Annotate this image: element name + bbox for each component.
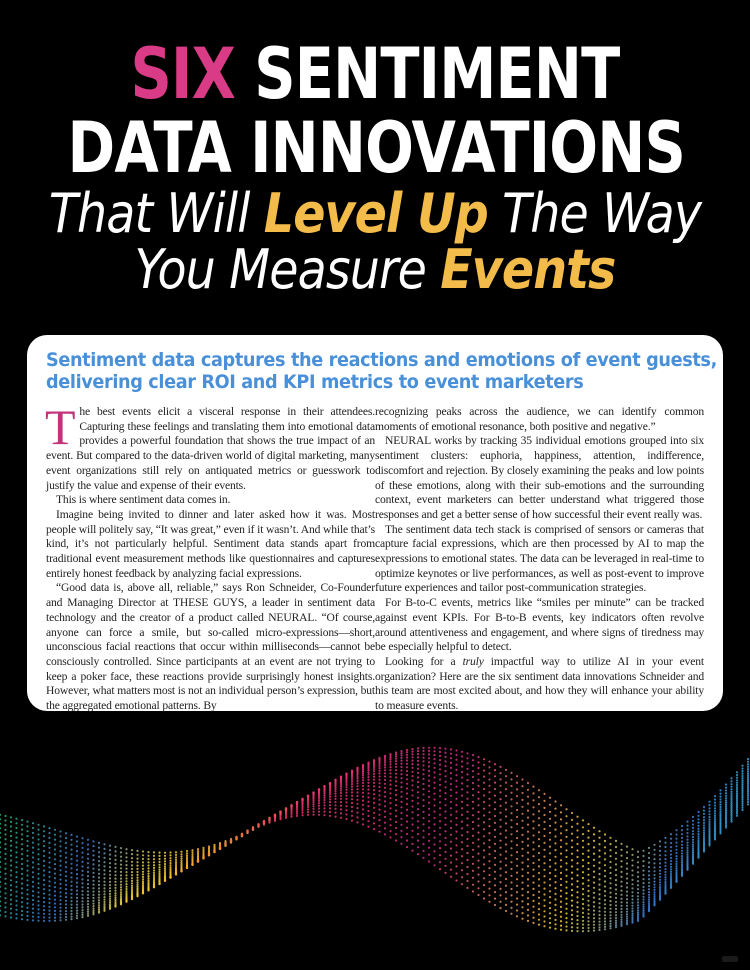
page-mark bbox=[722, 956, 738, 962]
subhead-line-1: Sentiment data captures the reactions and emotions of event guests, bbox=[46, 349, 717, 371]
headline-accent-events: Events bbox=[440, 238, 616, 301]
paragraph: Imagine being invited to dinner and later asked how it was. Most people will politely say, “It was great,” even if it wasn’t. And while that’s kind, it’s not particularly helpful. Sentiment data stands apart from traditional event measurement methods like questionnaires and captures entirely honest feedback by analyzing facial expressions. bbox=[46, 507, 375, 580]
paragraph: For B-to-C events, metrics like “smiles per minute” can be tracked against event KPIs. For B-to-B events, key indicators often revolve around attentiveness and engagement, and where signs of tiredness may be especially helpful to detect. bbox=[375, 596, 704, 654]
paragraph: NEURAL works by tracking 35 individual emotions grouped into six sentiment clusters: euphoria, happiness, attention, indifference, discomfort and rejection. By closely examining the peaks and low points of these emotions, along with their sub-emotions and the surrounding context, event marketers can better understand what triggered those responses and get a better sense of how successful their event really was. bbox=[375, 434, 704, 521]
paragraph-text: impactful way to utilize AI in your event organization? Here are the six sentiment data innovations Schneider and his team are most excited about, and how they will enhance your ability to measure events. bbox=[375, 654, 704, 713]
headline-line-3 bbox=[45, 182, 705, 245]
headline-sentiment: SENTIMENT bbox=[235, 33, 620, 115]
paragraph bbox=[375, 655, 704, 714]
headline bbox=[0, 33, 750, 301]
paragraph-text: Looking for a bbox=[385, 654, 463, 668]
paragraph bbox=[45, 399, 375, 493]
paragraph: This is where sentiment data comes in. bbox=[56, 493, 231, 507]
column-right bbox=[375, 405, 704, 714]
paragraph: “Good data is, above all, reliable,” says Ron Schneider, Co-Founder and Managing Director at THESE GUYS, a leader in sentiment data technology and the creator of a product called NEURAL. “Of course, anyone can force a smile, but so-called micro-expressions—short, unconscious facial reactions that occur within milliseconds—cannot be consciously controlled. Since participants at an event are not trying to keep a poker face, these reactions provide surprisingly honest insights. However, what matters most is not an individual person’s expression, but the aggregated emotional patterns. By bbox=[46, 581, 375, 713]
paragraph: The sentiment data tech stack is comprised of sensors or cameras that capture facial expressions, which are then processed by AI to map the expressions to emotional states. The data can be leveraged in real-time to optimize keynotes or live performances, as well as post-event to improve future experiences and tailor post-communication strategies. bbox=[375, 522, 704, 595]
column-left bbox=[45, 399, 375, 714]
headline-line-4 bbox=[45, 238, 705, 301]
emphasis-text: truly bbox=[462, 654, 484, 668]
paragraph: recognizing peaks across the audience, we can identify common moments of emotional resonance, both positive and negative.” bbox=[375, 405, 704, 433]
headline-text: The Way bbox=[487, 182, 702, 245]
subhead-line-2: delivering clear ROI and KPI metrics to event marketers bbox=[46, 371, 584, 393]
article-columns bbox=[45, 399, 704, 714]
headline-accent-six: SIX bbox=[130, 33, 236, 115]
paragraph-text: he best events elicit a visceral response in their attendees. Capturing these feelings and translating them into emotional data provides a powerful foundation that shows the true impact of an event. But compared to the data-driven world of digital marketing, many event organizations still rely on antiquated metrics or guesswork to justify the value and expense of their events. bbox=[46, 405, 375, 492]
headline-accent-level-up: Level Up bbox=[263, 182, 488, 245]
headline-text: That Will bbox=[48, 182, 264, 245]
article-card bbox=[27, 335, 723, 711]
dotted-wave-graphic-icon bbox=[0, 720, 750, 970]
headline-line-2: DATA INNOVATIONS bbox=[67, 107, 685, 189]
drop-cap: T bbox=[45, 399, 76, 455]
headline-line-1 bbox=[68, 33, 683, 115]
headline-text: You Measure bbox=[134, 238, 441, 301]
article-subhead bbox=[46, 349, 717, 393]
